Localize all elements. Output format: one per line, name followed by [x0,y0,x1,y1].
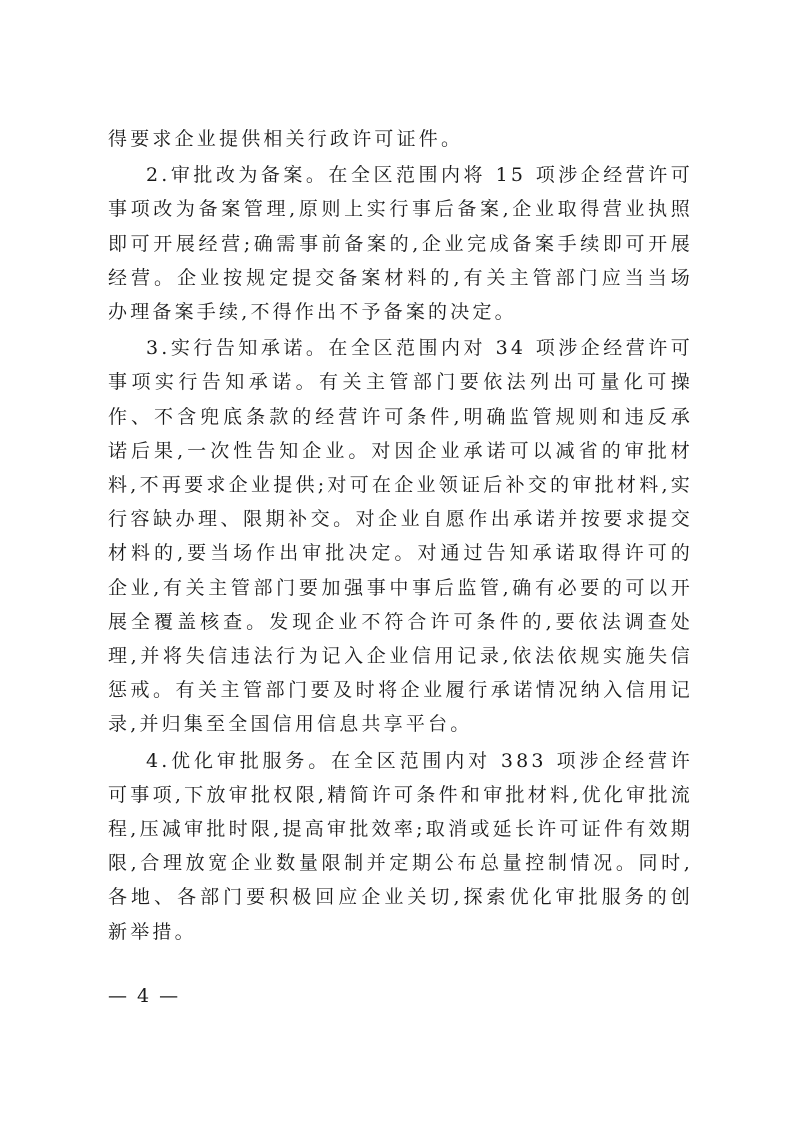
paragraph-continuation: 得要求企业提供相关行政许可证件。 [108,128,464,150]
document-body [108,122,693,951]
paragraph-item-4: 4.优化审批服务。在全区范围内对 383 项涉企经营许可事项,下放审批权限,精简许可条件和审批材料,优化审批流程,压减审批时限,提高审批效率;取消或延长许可证件有效期限,合理放宽企业数量限制并定期公布总量控制情况。同时,各地、各部门要积极回应企业关切,探索优化审批服务的创新举措。 [108,749,693,943]
paragraph-item-3: 3.实行告知承诺。在全区范围内对 34 项涉企经营许可事项实行告知承诺。有关主管部门要依法列出可量化可操作、不含兜底条款的经营许可条件,明确监管规则和违反承诺后果,一次性告知企业。对因企业承诺可以减省的审批材料,不再要求企业提供;对可在企业领证后补交的审批材料,实行容缺办理、限期补交。对企业自愿作出承诺并按要求提交材料的,要当场作出审批决定。对通过告知承诺取得许可的企业,有关主管部门要加强事中事后监管,确有必要的可以开展全覆盖核查。发现企业不符合许可条件的,要依法调查处理,并将失信违法行为记入企业信用记录,依法依规实施失信惩戒。有关主管部门要及时将企业履行承诺情况纳入信用记录,并归集至全国信用信息共享平台。 [108,337,693,736]
page-number: — 4 — [108,985,181,1007]
paragraph-item-2: 2.审批改为备案。在全区范围内将 15 项涉企经营许可事项改为备案管理,原则上实行事后备案,企业取得营业执照即可开展经营;确需事前备案的,企业完成备案手续即可开展经营。企业按规定提交备案材料的,有关主管部门应当当场办理备案手续,不得作出不予备案的决定。 [108,164,693,324]
